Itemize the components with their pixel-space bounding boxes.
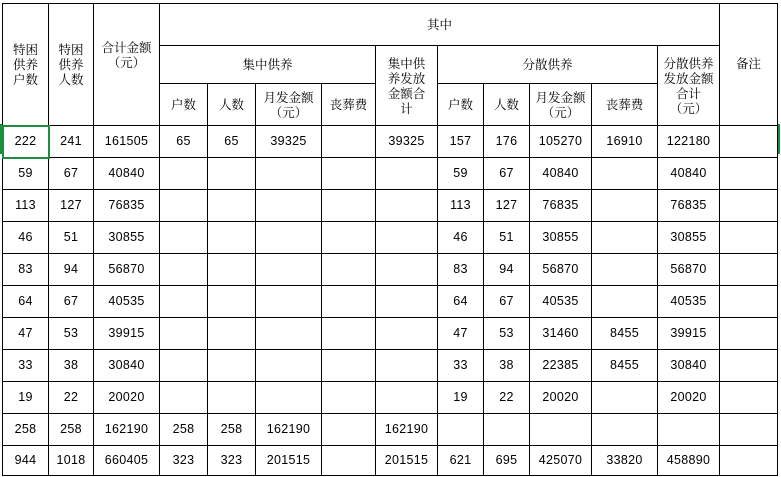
cell-c-fun[interactable] <box>322 158 376 190</box>
header-dispersed-total[interactable]: 分散供养 发放金额 合计 （元） <box>658 46 720 126</box>
cell-d-hh[interactable]: 19 <box>438 382 484 414</box>
cell-remark[interactable] <box>720 286 778 318</box>
cell-total[interactable]: 40840 <box>94 158 160 190</box>
cell-d-total[interactable]: 56870 <box>658 254 720 286</box>
header-dispersed[interactable]: 分散供养 <box>438 46 658 84</box>
cell-d-hh[interactable]: 46 <box>438 222 484 254</box>
cell-c-fun[interactable] <box>322 254 376 286</box>
header-d-funeral[interactable]: 丧葬费 <box>592 84 658 126</box>
cell-d-ppl[interactable]: 53 <box>484 318 530 350</box>
cell-c-ppl[interactable]: 323 <box>208 446 256 476</box>
cell-total[interactable]: 39915 <box>94 318 160 350</box>
cell-ppl[interactable]: 127 <box>49 190 94 222</box>
cell-c-total[interactable] <box>376 190 438 222</box>
cell-d-month[interactable]: 22385 <box>530 350 592 382</box>
cell-c-ppl[interactable] <box>208 286 256 318</box>
header-remarks[interactable]: 备注 <box>720 4 778 126</box>
cell-ppl[interactable]: 1018 <box>49 446 94 476</box>
cell-d-hh[interactable]: 621 <box>438 446 484 476</box>
table-row <box>3 190 778 222</box>
cell-d-total[interactable]: 76835 <box>658 190 720 222</box>
cell-remark[interactable] <box>720 318 778 350</box>
cell-remark[interactable] <box>720 414 778 446</box>
table-row <box>3 126 778 158</box>
cell-d-fun[interactable] <box>592 414 658 446</box>
cell-c-hh[interactable] <box>160 190 208 222</box>
cell-remark[interactable] <box>720 350 778 382</box>
cell-c-hh[interactable] <box>160 158 208 190</box>
cell-c-ppl[interactable]: 65 <box>208 126 256 158</box>
cell-d-total[interactable]: 40535 <box>658 286 720 318</box>
cell-d-fun[interactable]: 8455 <box>592 350 658 382</box>
cell-hh[interactable]: 113 <box>3 190 49 222</box>
cell-c-month[interactable]: 201515 <box>256 446 322 476</box>
cell-d-hh[interactable]: 33 <box>438 350 484 382</box>
cell-c-fun[interactable] <box>322 382 376 414</box>
header-c-funeral[interactable]: 丧葬费 <box>322 84 376 126</box>
cell-c-ppl[interactable] <box>208 350 256 382</box>
header-tekun-people[interactable]: 特困 供养 人数 <box>49 4 94 126</box>
header-centralized[interactable]: 集中供养 <box>160 46 376 84</box>
cell-d-month[interactable]: 20020 <box>530 382 592 414</box>
cell-remark[interactable] <box>720 126 778 158</box>
cell-c-month[interactable]: 39325 <box>256 126 322 158</box>
header-c-people[interactable]: 人数 <box>208 84 256 126</box>
spreadsheet-table <box>2 3 778 476</box>
cell-d-ppl[interactable]: 127 <box>484 190 530 222</box>
cell-d-month[interactable]: 40535 <box>530 286 592 318</box>
cell-remark[interactable] <box>720 446 778 476</box>
cell-c-hh[interactable] <box>160 222 208 254</box>
cell-c-hh[interactable]: 258 <box>160 414 208 446</box>
cell-ppl[interactable]: 67 <box>49 158 94 190</box>
cell-d-total[interactable]: 40840 <box>658 158 720 190</box>
cell-c-hh[interactable]: 323 <box>160 446 208 476</box>
cell-c-fun[interactable] <box>322 414 376 446</box>
cell-remark[interactable] <box>720 222 778 254</box>
cell-d-hh[interactable]: 83 <box>438 254 484 286</box>
cell-ppl[interactable]: 53 <box>49 318 94 350</box>
table-row <box>3 318 778 350</box>
cell-d-month[interactable]: 31460 <box>530 318 592 350</box>
cell-total[interactable]: 162190 <box>94 414 160 446</box>
cell-hh[interactable]: 222 <box>3 126 49 158</box>
cell-d-ppl[interactable]: 695 <box>484 446 530 476</box>
cell-c-ppl[interactable] <box>208 222 256 254</box>
cell-total[interactable]: 40535 <box>94 286 160 318</box>
cell-c-month[interactable] <box>256 286 322 318</box>
cell-c-month[interactable] <box>256 350 322 382</box>
header-d-monthly[interactable]: 月发金额 （元） <box>530 84 592 126</box>
cell-ppl[interactable]: 51 <box>49 222 94 254</box>
cell-ppl[interactable]: 67 <box>49 286 94 318</box>
cell-d-hh[interactable]: 64 <box>438 286 484 318</box>
cell-c-fun[interactable] <box>322 446 376 476</box>
cell-d-ppl[interactable]: 51 <box>484 222 530 254</box>
header-centralized-total[interactable]: 集中供 养发放 金额合 计 <box>376 46 438 126</box>
cell-d-hh[interactable]: 47 <box>438 318 484 350</box>
cell-d-month[interactable] <box>530 414 592 446</box>
cell-remark[interactable] <box>720 382 778 414</box>
cell-c-month[interactable] <box>256 158 322 190</box>
header-of-which[interactable]: 其中 <box>160 4 720 46</box>
cell-c-fun[interactable] <box>322 190 376 222</box>
cell-ppl[interactable]: 22 <box>49 382 94 414</box>
cell-d-ppl[interactable]: 94 <box>484 254 530 286</box>
header-d-households[interactable]: 户数 <box>438 84 484 126</box>
header-tekun-households[interactable]: 特困 供养 户数 <box>3 4 49 126</box>
cell-c-hh[interactable] <box>160 382 208 414</box>
cell-total[interactable]: 56870 <box>94 254 160 286</box>
cell-c-ppl[interactable] <box>208 382 256 414</box>
cell-d-fun[interactable]: 16910 <box>592 126 658 158</box>
cell-d-fun[interactable] <box>592 286 658 318</box>
cell-c-month[interactable]: 162190 <box>256 414 322 446</box>
cell-d-total[interactable]: 20020 <box>658 382 720 414</box>
cell-c-month[interactable] <box>256 190 322 222</box>
cell-c-total[interactable] <box>376 286 438 318</box>
cell-hh[interactable]: 19 <box>3 382 49 414</box>
table-row <box>3 382 778 414</box>
cell-c-total[interactable] <box>376 382 438 414</box>
cell-c-total[interactable] <box>376 350 438 382</box>
cell-c-hh[interactable] <box>160 350 208 382</box>
cell-c-total[interactable] <box>376 318 438 350</box>
cell-d-fun[interactable] <box>592 158 658 190</box>
cell-c-ppl[interactable]: 258 <box>208 414 256 446</box>
cell-c-ppl[interactable] <box>208 254 256 286</box>
cell-hh[interactable]: 944 <box>3 446 49 476</box>
cell-d-hh[interactable]: 113 <box>438 190 484 222</box>
cell-d-month[interactable]: 40840 <box>530 158 592 190</box>
cell-d-fun[interactable] <box>592 382 658 414</box>
table-row <box>3 286 778 318</box>
cell-total[interactable]: 76835 <box>94 190 160 222</box>
cell-remark[interactable] <box>720 254 778 286</box>
cell-d-hh[interactable] <box>438 414 484 446</box>
cell-ppl[interactable]: 94 <box>49 254 94 286</box>
cell-c-fun[interactable] <box>322 286 376 318</box>
cell-d-ppl[interactable] <box>484 414 530 446</box>
cell-total[interactable]: 161505 <box>94 126 160 158</box>
cell-d-total[interactable]: 122180 <box>658 126 720 158</box>
cell-d-fun[interactable] <box>592 254 658 286</box>
cell-c-total[interactable] <box>376 158 438 190</box>
cell-d-ppl[interactable]: 176 <box>484 126 530 158</box>
cell-c-total[interactable]: 162190 <box>376 414 438 446</box>
cell-c-month[interactable] <box>256 382 322 414</box>
cell-c-fun[interactable] <box>322 126 376 158</box>
cell-d-total[interactable]: 30840 <box>658 350 720 382</box>
cell-d-total[interactable]: 30855 <box>658 222 720 254</box>
cell-d-fun[interactable] <box>592 190 658 222</box>
cell-c-ppl[interactable] <box>208 190 256 222</box>
cell-ppl[interactable]: 38 <box>49 350 94 382</box>
cell-hh[interactable]: 64 <box>3 286 49 318</box>
cell-hh[interactable]: 83 <box>3 254 49 286</box>
table-row <box>3 254 778 286</box>
cell-hh[interactable]: 47 <box>3 318 49 350</box>
cell-ppl[interactable]: 258 <box>49 414 94 446</box>
cell-d-fun[interactable]: 8455 <box>592 318 658 350</box>
cell-c-total[interactable] <box>376 254 438 286</box>
cell-total[interactable]: 30855 <box>94 222 160 254</box>
cell-d-total[interactable]: 39915 <box>658 318 720 350</box>
cell-d-fun[interactable] <box>592 222 658 254</box>
table-row <box>3 414 778 446</box>
cell-d-total[interactable] <box>658 414 720 446</box>
cell-d-fun[interactable]: 33820 <box>592 446 658 476</box>
cell-d-ppl[interactable]: 22 <box>484 382 530 414</box>
cell-d-month[interactable]: 105270 <box>530 126 592 158</box>
cell-total[interactable]: 30840 <box>94 350 160 382</box>
cell-c-hh[interactable] <box>160 318 208 350</box>
cell-d-hh[interactable]: 59 <box>438 158 484 190</box>
cell-hh[interactable]: 46 <box>3 222 49 254</box>
cell-c-month[interactable] <box>256 222 322 254</box>
cell-c-hh[interactable] <box>160 286 208 318</box>
header-c-households[interactable]: 户数 <box>160 84 208 126</box>
cell-c-total[interactable] <box>376 222 438 254</box>
cell-c-fun[interactable] <box>322 318 376 350</box>
header-d-people[interactable]: 人数 <box>484 84 530 126</box>
table-row <box>3 158 778 190</box>
header-total-amount[interactable]: 合计金额 （元） <box>94 4 160 126</box>
cell-d-month[interactable]: 30855 <box>530 222 592 254</box>
cell-c-fun[interactable] <box>322 222 376 254</box>
cell-c-ppl[interactable] <box>208 158 256 190</box>
cell-total[interactable]: 660405 <box>94 446 160 476</box>
cell-ppl[interactable]: 241 <box>49 126 94 158</box>
cell-d-month[interactable]: 425070 <box>530 446 592 476</box>
cell-d-ppl[interactable]: 67 <box>484 158 530 190</box>
cell-remark[interactable] <box>720 158 778 190</box>
cell-c-total[interactable]: 39325 <box>376 126 438 158</box>
cell-c-hh[interactable] <box>160 254 208 286</box>
cell-d-month[interactable]: 76835 <box>530 190 592 222</box>
cell-c-hh[interactable]: 65 <box>160 126 208 158</box>
cell-c-ppl[interactable] <box>208 318 256 350</box>
cell-d-total[interactable]: 458890 <box>658 446 720 476</box>
cell-d-hh[interactable]: 157 <box>438 126 484 158</box>
cell-remark[interactable] <box>720 190 778 222</box>
cell-hh[interactable]: 33 <box>3 350 49 382</box>
table-row <box>3 350 778 382</box>
cell-d-month[interactable]: 56870 <box>530 254 592 286</box>
cell-total[interactable]: 20020 <box>94 382 160 414</box>
header-c-monthly[interactable]: 月发金额 （元） <box>256 84 322 126</box>
cell-hh[interactable]: 258 <box>3 414 49 446</box>
cell-c-total[interactable]: 201515 <box>376 446 438 476</box>
table-row <box>3 446 778 476</box>
cell-c-month[interactable] <box>256 254 322 286</box>
cell-c-month[interactable] <box>256 318 322 350</box>
cell-d-ppl[interactable]: 38 <box>484 350 530 382</box>
cell-hh[interactable]: 59 <box>3 158 49 190</box>
cell-d-ppl[interactable]: 67 <box>484 286 530 318</box>
cell-c-fun[interactable] <box>322 350 376 382</box>
table-row <box>3 222 778 254</box>
